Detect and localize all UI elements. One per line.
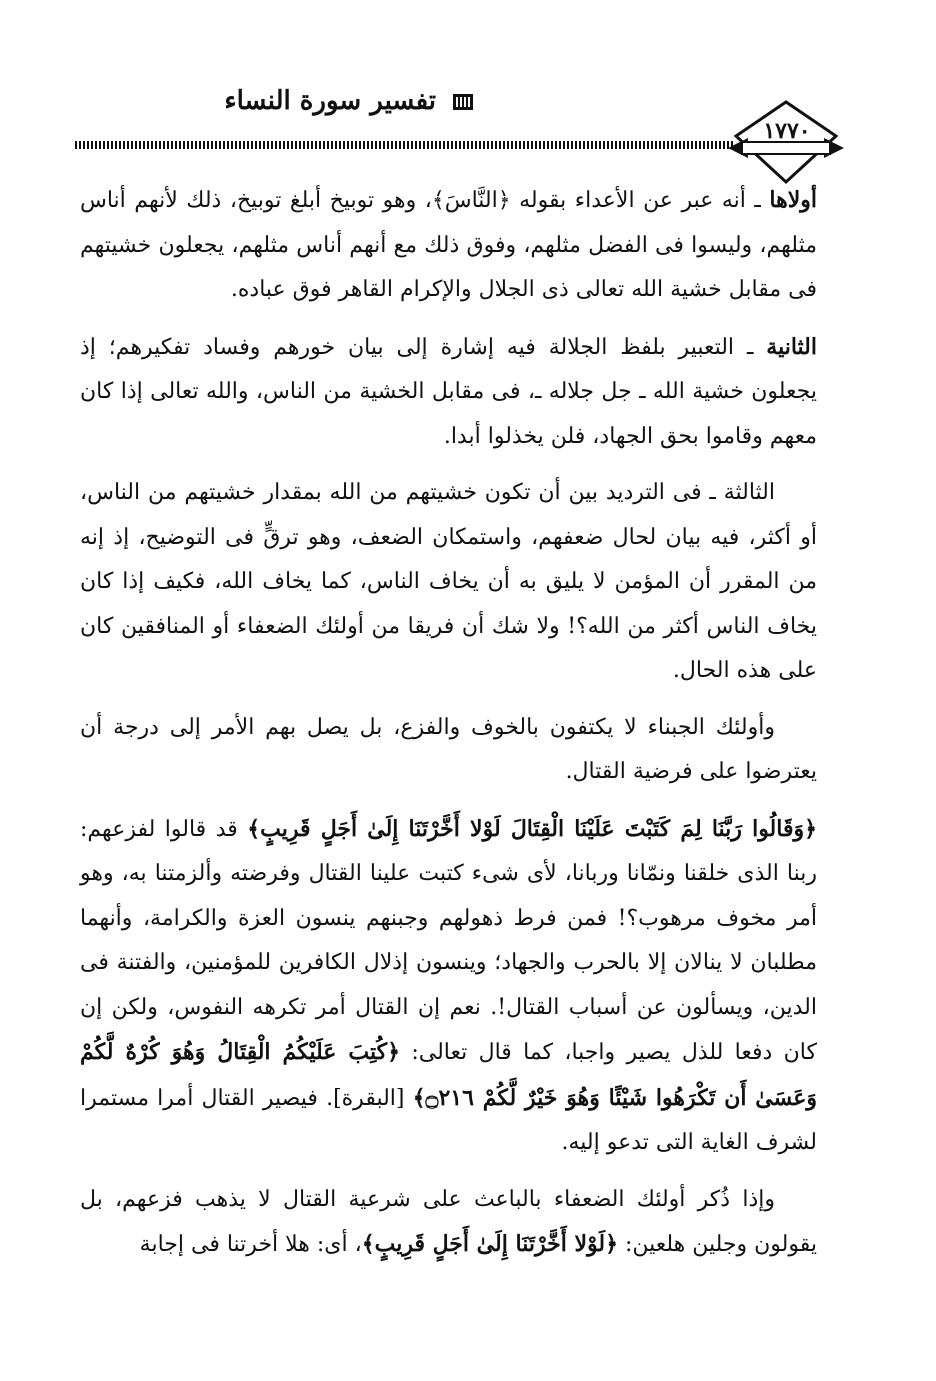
paragraph <box>80 178 817 313</box>
quran-verse: ﴿لَوْلا أَخَّرْتَنَا إِلَىٰ أَجَلٍ قَرِيبٍ﴾ <box>361 1231 618 1257</box>
paragraph <box>80 325 817 460</box>
paragraph <box>80 807 817 1166</box>
quran-verse: ﴿وَقَالُوا رَبَّنَا لِمَ كَتَبْتَ عَلَيْنَا الْقِتَالَ لَوْلا أَخَّرْتَنَا إِلَىٰ أَجَلٍ قَرِيبٍ﴾ <box>247 815 817 842</box>
header-rule <box>75 141 735 149</box>
verse-reference: [البقرة]. <box>326 1085 413 1111</box>
paragraph-text: ـ التعبير بلفظ الجلالة فيه إشارة إلى بيان خورهم وفساد تفكيرهم؛ إذ يجعلون خشية الله ـ جل جلاله ـ، فى مقابل الخشية من الناس، والله تعالى إذا كان معهم وقاموا بحق الجهاد، فلن يخذلوا أبدا. <box>80 334 817 449</box>
quran-verse: ﴿كُتِبَ عَلَيْكُمُ الْقِتَالُ وَهُوَ كُرْهٌ لَّكُمْ وَعَسَىٰ أَن تَكْرَهُوا شَيْئًا وَهُوَ خَيْرٌ لَّكُمْ ۝٢١٦﴾ <box>80 1039 818 1111</box>
paragraph-lead: أولاها <box>769 187 817 213</box>
page-header <box>0 0 936 185</box>
paragraph-text: قد قالوا لفزعهم: ربنا الذى خلقنا ونمّانا وربانا، لأى شىء كتبت علينا القتال وفرضته وألزمتنا به، وهو أمر مخوف مرهوب؟! فمن فرط ذهولهم وجبنهم ينسون العزة والكرامة، وأنهما مطلبان لا ينالان إلا بالحرب والجهاد؛ وينسون إذلال الكافرين للمؤمنين، والفتنة فى الدين، ويسألون عن أسباب القتال!. نعم إن القتال أمر تكرهه النفوس، ولكن إن كان دفعا للذل يصير واجبا، كما قال تعالى: <box>80 816 817 1065</box>
ornament-icon <box>450 92 476 112</box>
paragraph <box>80 1178 817 1268</box>
paragraph-text: ، أى: هلا أخرتنا فى إجابة <box>139 1232 362 1257</box>
paragraph-text: ـ أنه عبر عن الأعداء بقوله ﴿النَّاسَ﴾، وهو توبيخ أبلغ توبيخ، ذلك لأنهم أناس مثلهم، وليسوا فى الفضل مثلهم، وفوق ذلك مع أنهم أناس مثلهم، يجعلون خشيتهم فى مقابل خشية الله تعالى ذى الجلال والإكرام القاهر فوق عباده. <box>80 188 817 302</box>
paragraph <box>80 706 817 795</box>
paragraph-text: وإذا ذُكر أولئك الضعفاء بالباعث على شرعية القتال لا يذهب فزعهم، بل يقولون وجلين هلعين: <box>80 1186 817 1257</box>
page-number: ١٧٧٠ <box>763 118 811 144</box>
paragraph-lead: الثانية <box>766 333 817 360</box>
paragraph-text: وأولئك الجبناء لا يكتفون بالخوف والفزع، بل يصل بهم الأمر إلى درجة أن يعترضوا على فرضية القتال. <box>80 714 817 784</box>
paragraph-text: فيصير القتال أمرا مستمرا لشرف الغاية التى تدعو إليه. <box>80 1085 817 1155</box>
page-body <box>80 178 817 1280</box>
running-title: تفسير سورة النساء <box>224 86 436 116</box>
paragraph <box>80 471 817 694</box>
paragraph-text: الثالثة ـ فى الترديد بين أن تكون خشيتهم من الله بمقدار خشيتهم من الناس، أو أكثر، فيه بيان لحال ضعفهم، واستمكان الضعف، وهو ترقٍّ فى التوضيح، إذ إنه من المقرر أن المؤمن لا يليق به أن يخاف الناس، كما يخاف الله، فكيف إذا كان يخاف الناس أكثر من الله؟! ولا شك أن فريقا من أولئك الضعفاء أو المنافقين كان على هذه الحال. <box>80 480 817 683</box>
